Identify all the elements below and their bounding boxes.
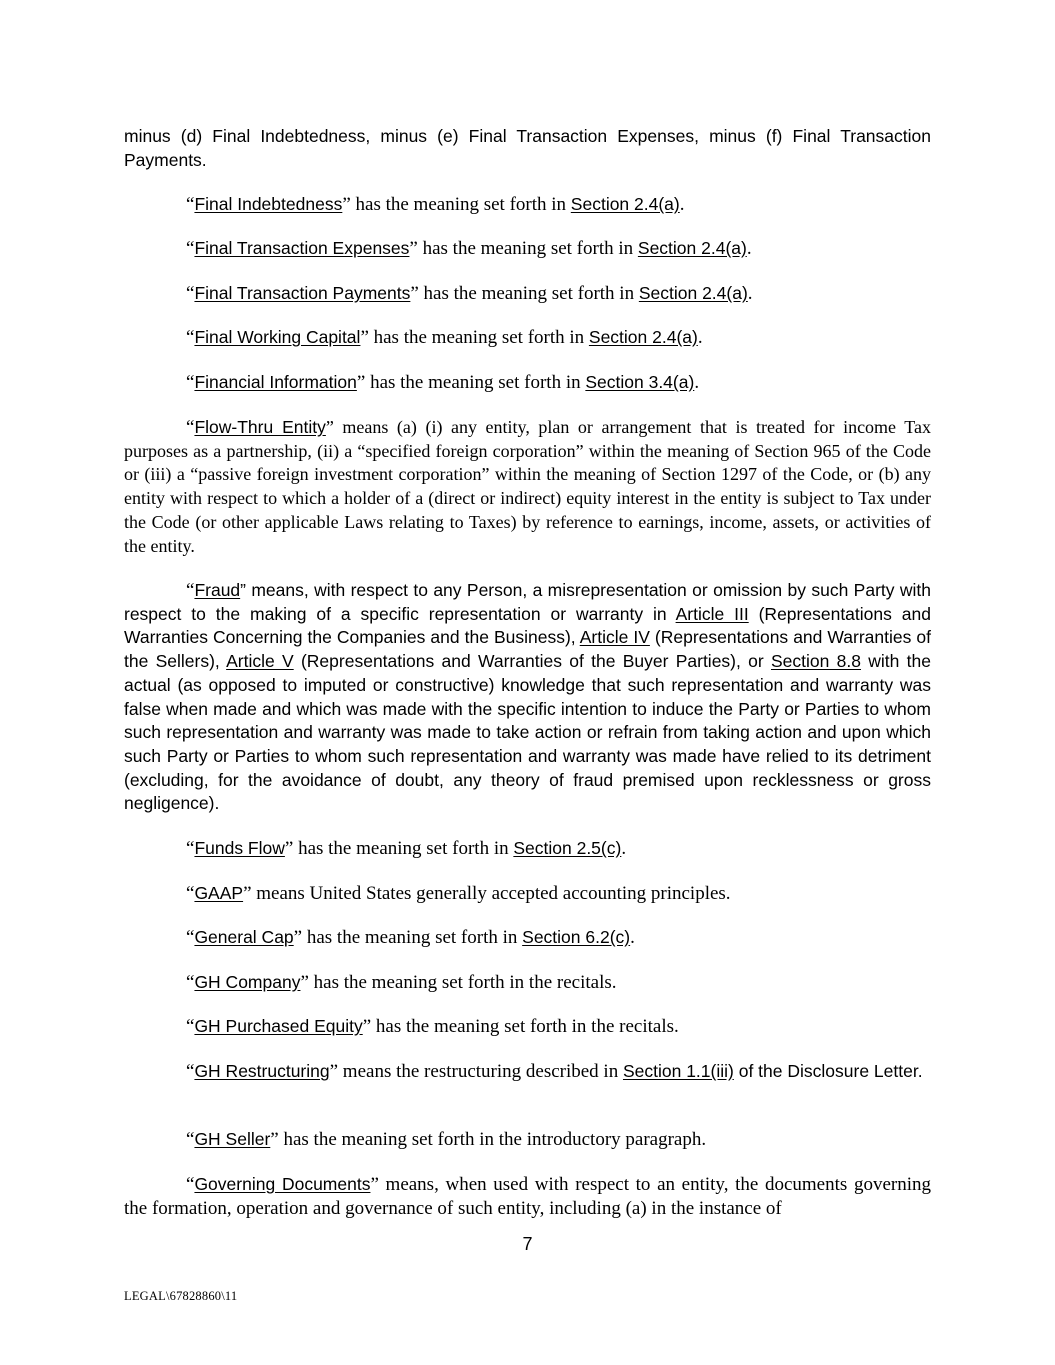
article-reference: Article IV <box>579 627 650 648</box>
definition-funds-flow: “Funds Flow” has the meaning set forth in Section 2.5(c). <box>186 838 627 859</box>
section-reference: Section 8.8 <box>771 651 861 672</box>
article-reference: Article III <box>675 603 749 624</box>
defined-term: Financial Information <box>194 372 357 392</box>
definition-gh-company: “GH Company” has the meaning set forth in the recitals. <box>186 972 617 993</box>
definition-gaap: “GAAP” means United States generally accepted accounting principles. <box>186 883 731 904</box>
defined-term: GH Company <box>194 972 301 992</box>
document-id: LEGAL\67828860\11 <box>124 1289 238 1303</box>
definition-fraud: “Fraud” means, with respect to any Person, a misrepresentation or omission by such Party with respect to the making of a specific representation or warranty in Article III (Representations and Warranties Concerning the Companies and the Business), Article IV (Representations and Warranties of the Sellers), Article V (Representations and Warranties of the Buyer Parties), or Section 8.8 with the actual (as opposed to imputed or constructive) knowledge that such representation and warranty was false when made and which was made with the specific intention to induce the Party or Parties to whom such representation and warranty was made to take action or refrain from taking action and upon which such Party or Parties to whom such representation and warranty was made have relied to its detriment (excluding, for the avoidance of doubt, any theory of fraud premised upon recklessness or gross negligence). <box>124 580 931 814</box>
defined-term: Governing Documents <box>194 1174 371 1194</box>
definition-final-indebtedness: “Final Indebtedness” has the meaning set forth in Section 2.4(a). <box>186 194 685 215</box>
page-number: 7 <box>522 1234 533 1254</box>
defined-term: General Cap <box>194 927 294 947</box>
definition-gh-purchased-equity: “GH Purchased Equity” has the meaning set forth in the recitals. <box>186 1016 679 1037</box>
defined-term: GAAP <box>194 883 244 903</box>
defined-term: Flow-Thru Entity <box>194 417 326 437</box>
defined-term: Funds Flow <box>194 838 285 858</box>
intro-paragraph <box>124 125 931 172</box>
defined-term: Final Transaction Payments <box>194 283 411 303</box>
article-reference: Article V <box>226 651 294 672</box>
defined-term: GH Purchased Equity <box>194 1016 363 1036</box>
defined-term: Final Transaction Expenses <box>194 238 410 258</box>
definition-body: ” means (a) (i) any entity, plan or arrangement that is treated for income Tax purposes as a partnership, (ii) a “specified foreign corporation” within the meaning of Section 965 of the Code or (iii) a “passive foreign investment corporation” within the meaning of Section 1297 of the Code, or (b) any entity with respect to which a holder of a (direct or indirect) equity interest in the entity is subject to Tax under the Code (or other applicable Laws relating to Taxes) by reference to earnings, income, assets, or activities of the entity. <box>124 417 931 556</box>
defined-term: Final Working Capital <box>194 327 361 347</box>
definition-general-cap: “General Cap” has the meaning set forth in Section 6.2(c). <box>186 927 635 948</box>
definition-gh-restructuring: “GH Restructuring” means the restructuring described in Section 1.1(iii) of the Disclosure Letter. <box>186 1061 923 1082</box>
defined-term: Fraud <box>194 580 241 600</box>
definition-gh-seller: “GH Seller” has the meaning set forth in the introductory paragraph. <box>186 1129 707 1150</box>
definition-governing-documents: “Governing Documents” means, when used with respect to an entity, the documents governing the formation, operation and governance of such entity, including (a) in the instance of <box>124 1174 931 1219</box>
section-reference: Section 1.1(iii) <box>622 1061 734 1081</box>
section-reference: Section 6.2(c) <box>522 927 631 947</box>
section-reference: Section 3.4(a) <box>585 372 695 392</box>
definition-final-working-capital: “Final Working Capital” has the meaning set forth in Section 2.4(a). <box>186 327 703 348</box>
defined-term: GH Restructuring <box>194 1061 330 1081</box>
definition-final-transaction-expenses: “Final Transaction Expenses” has the meaning set forth in Section 2.4(a). <box>186 238 752 259</box>
definition-flow-thru-entity: “Flow-Thru Entity” means (a) (i) any entity, plan or arrangement that is treated for income Tax purposes as a partnership, (ii) a “specified foreign corporation” within the meaning of Section 965 of the Code or (iii) a “passive foreign investment corporation” within the meaning of Section 1297 of the Code, or (b) any entity with respect to which a holder of a (direct or indirect) equity interest in the entity is subject to Tax under the Code (or other applicable Laws relating to Taxes) by reference to earnings, income, assets, or activities of the entity. <box>124 417 931 556</box>
section-reference: Section 2.4(a) <box>570 194 680 214</box>
intro-text: minus (d) Final Indebtedness, minus (e) Final Transaction Expenses, minus (f) Final Transaction Payments. <box>124 126 931 170</box>
definition-final-transaction-payments: “Final Transaction Payments” has the meaning set forth in Section 2.4(a). <box>186 283 753 304</box>
section-reference: Section 2.4(a) <box>588 327 698 347</box>
section-reference: Section 2.4(a) <box>638 283 748 303</box>
defined-term: GH Seller <box>194 1129 271 1149</box>
definition-financial-information: “Financial Information” has the meaning set forth in Section 3.4(a). <box>186 372 700 393</box>
section-reference: Section 2.5(c) <box>513 838 622 858</box>
defined-term: Final Indebtedness <box>194 194 343 214</box>
section-reference: Section 2.4(a) <box>637 238 747 258</box>
